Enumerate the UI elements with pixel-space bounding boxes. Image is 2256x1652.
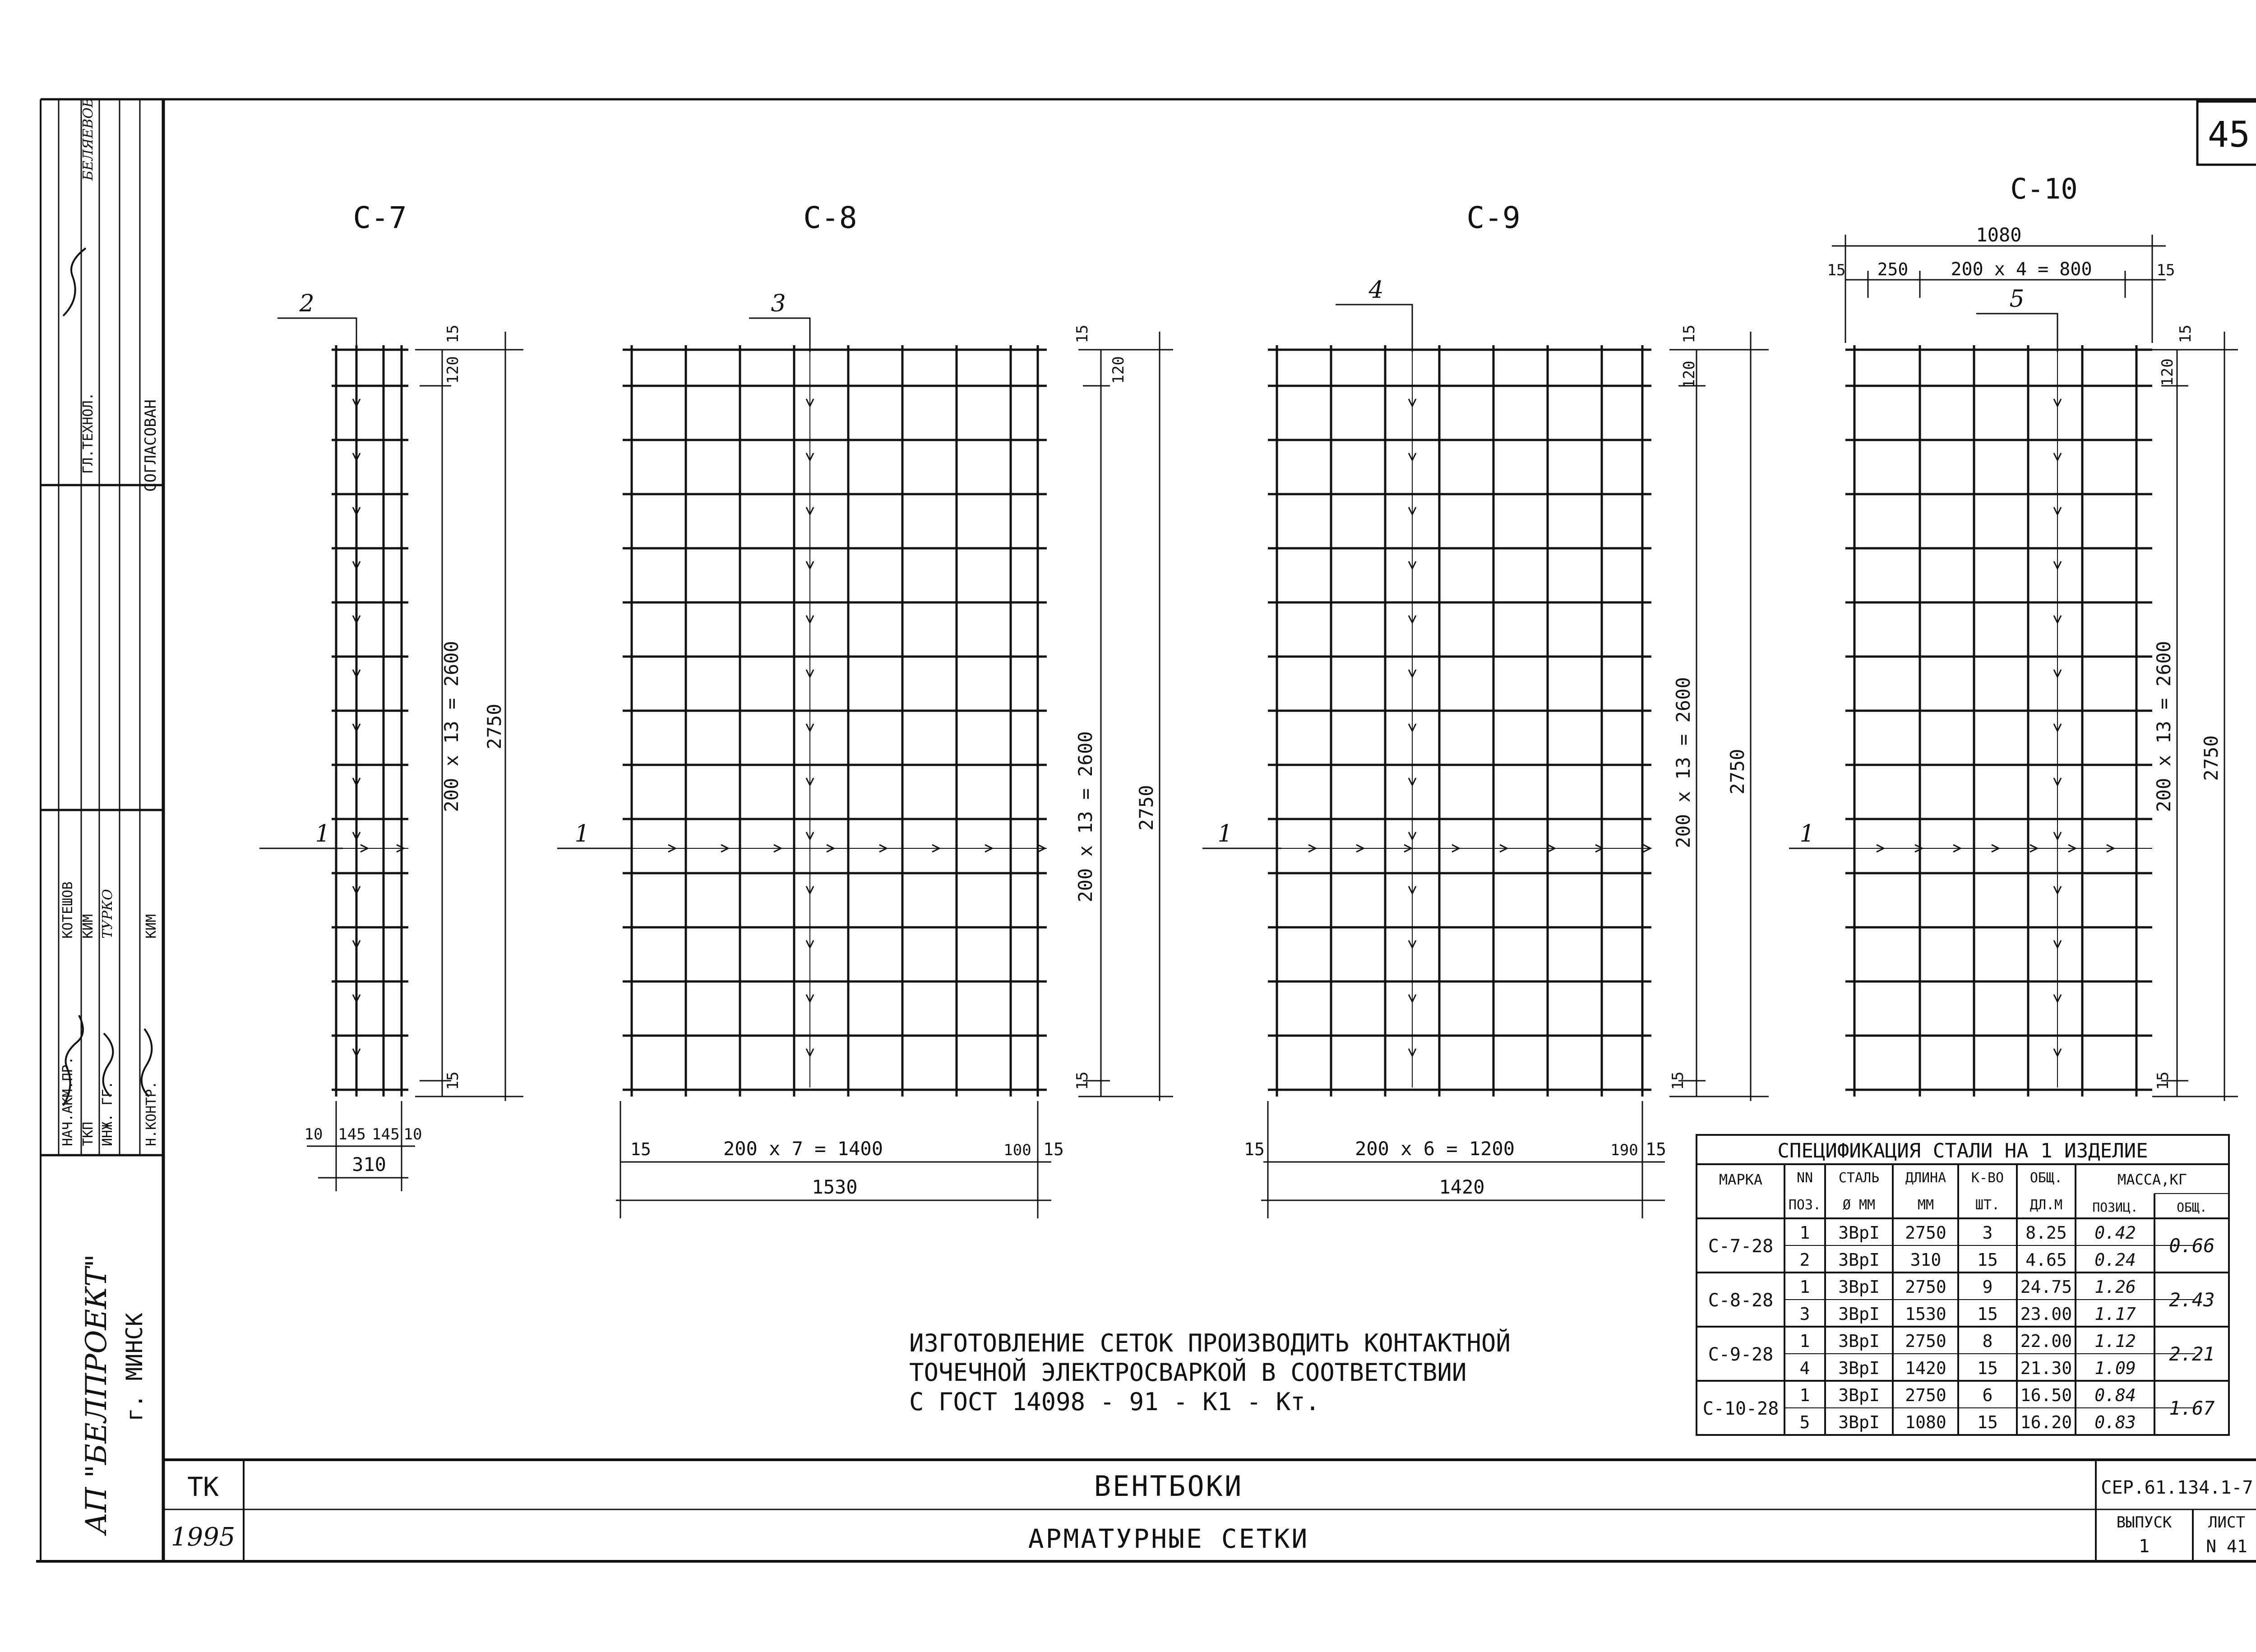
note-line-2: ТОЧЕЧНОЙ ЭЛЕКТРОСВАРКОЙ В СООТВЕТСТВИИ (909, 1358, 1467, 1387)
spec-header-tlen-2: ДЛ.М (2029, 1197, 2063, 1213)
c7-dim-side-span: 200 x 13 = 2600 (440, 641, 462, 812)
stamp-org: АП "БЕЛПРОЕКТ" (80, 1254, 113, 1534)
spec-cell-mass: 1.12 (2094, 1331, 2136, 1351)
spec-cell-mass: 1.26 (2094, 1277, 2136, 1297)
c10-dim-overall: 2750 (2200, 735, 2222, 781)
c8-dim-total: 1530 (812, 1176, 858, 1198)
spec-header-qty-1: К-ВО (1971, 1170, 2004, 1186)
spec-cell-length: 2750 (1905, 1223, 1946, 1243)
spec-mark-С-9-28: С-9-28 (1708, 1344, 1774, 1365)
spec-cell-mass: 1.09 (2094, 1358, 2136, 1378)
pos-label-c8-horizontal: 1 (574, 820, 590, 847)
stamp-role-5: ГЛ.ТЕХНОЛ. (80, 392, 96, 474)
spec-mark-С-10-28: С-10-28 (1702, 1398, 1779, 1419)
spec-cell-steel: 3ВрI (1838, 1358, 1880, 1378)
c7-dim-side-top: 15 (444, 324, 462, 343)
spec-cell-pos: 3 (1799, 1304, 1810, 1324)
stamp-name-3: ТУРКО (100, 889, 116, 939)
mesh-title-c7: С-7 (353, 200, 407, 235)
spec-mark-С-7-28: С-7-28 (1708, 1236, 1774, 1257)
pos-label-c10-vertical: 5 (2009, 286, 2025, 313)
c10-dim-right: 15 (2156, 261, 2175, 279)
c7-dim-145-a: 145 (338, 1125, 366, 1143)
spec-mass-total: 2.21 (2169, 1343, 2215, 1365)
c9-dim-side-bot: 15 (1669, 1071, 1687, 1090)
spec-cell-tlen: 16.20 (2020, 1412, 2072, 1432)
sheet-number: 45 (2208, 115, 2250, 155)
pos-label-c7-vertical: 2 (299, 290, 314, 317)
spec-cell-pos: 2 (1799, 1250, 1810, 1270)
spec-cell-length: 2750 (1905, 1277, 1946, 1297)
pos-label-c9-horizontal: 1 (1217, 820, 1233, 847)
spec-cell-length: 1420 (1905, 1358, 1946, 1378)
mesh-title-c10: С-10 (2010, 172, 2078, 205)
spec-cell-steel: 3ВрI (1838, 1250, 1880, 1270)
c9-dim-span: 200 x 6 = 1200 (1355, 1138, 1515, 1160)
spec-cell-mass: 0.84 (2094, 1385, 2136, 1405)
spec-header-pos-2: ПОЗ. (1788, 1197, 1821, 1213)
c10-dim-side-bot: 15 (2154, 1071, 2172, 1090)
c9-dim-side-top: 15 (1680, 324, 1698, 343)
c10-dim-side-top: 15 (2177, 324, 2195, 343)
c9-dim-overall: 2750 (1726, 749, 1748, 795)
spec-cell-tlen: 21.30 (2020, 1358, 2072, 1378)
c10-dim-left: 15 (1827, 261, 1846, 279)
pos-label-c7-horizontal: 1 (315, 820, 330, 847)
spec-cell-tlen: 8.25 (2025, 1223, 2067, 1243)
spec-cell-length: 2750 (1905, 1331, 1946, 1351)
c9-dim-total: 1420 (1439, 1176, 1485, 1198)
spec-cell-qty: 15 (1977, 1412, 1998, 1432)
tb-year: 1995 (171, 1522, 236, 1552)
spec-cell-mass: 1.17 (2094, 1304, 2136, 1324)
mesh-title-c8: С-8 (803, 200, 857, 235)
tb-sheet-label: ЛИСТ (2208, 1513, 2245, 1532)
c10-dim-side-120: 120 (2159, 358, 2177, 386)
spec-cell-steel: 3ВрI (1838, 1385, 1880, 1405)
pos-label-c9-vertical: 4 (1368, 277, 1384, 304)
spec-header-mass-pos: ПОЗИЦ. (2092, 1200, 2138, 1215)
spec-cell-tlen: 23.00 (2020, 1304, 2072, 1324)
c7-dim-side-bot: 15 (444, 1071, 462, 1090)
spec-cell-qty: 15 (1977, 1250, 1998, 1270)
spec-header-steel-2: Ø ММ (1842, 1197, 1876, 1213)
c9-dim-side-span: 200 x 13 = 2600 (1672, 677, 1694, 848)
tb-subtitle: АРМАТУРНЫЕ СЕТКИ (1028, 1523, 1309, 1554)
spec-cell-steel: 3ВрI (1838, 1304, 1880, 1324)
c8-dim-side-top: 15 (1073, 324, 1091, 343)
c10-dim-side-span: 200 x 13 = 2600 (2153, 641, 2175, 812)
spec-cell-mass: 0.24 (2094, 1250, 2136, 1270)
spec-cell-pos: 5 (1799, 1412, 1810, 1432)
stamp-name-2: КИМ (80, 914, 96, 939)
spec-cell-pos: 1 (1799, 1223, 1810, 1243)
c8-dim-overall: 2750 (1135, 785, 1157, 831)
spec-cell-qty: 6 (1982, 1385, 1993, 1405)
c8-dim-side-bot: 15 (1073, 1071, 1091, 1090)
stamp-role-1: НАЧ.АКМ.ПР. (60, 1056, 76, 1146)
spec-header-mass-total: ОБЩ. (2177, 1200, 2207, 1215)
spec-cell-qty: 3 (1982, 1223, 1993, 1243)
c10-dim-a: 250 (1877, 259, 1909, 279)
spec-cell-tlen: 16.50 (2020, 1385, 2072, 1405)
spec-header-mass: МАССА,КГ (2117, 1171, 2187, 1188)
spec-cell-length: 1530 (1905, 1304, 1946, 1324)
c8-dim-span: 200 x 7 = 1400 (723, 1138, 883, 1160)
note-line-1: ИЗГОТОВЛЕНИЕ СЕТОК ПРОИЗВОДИТЬ КОНТАКТНОЙ (909, 1329, 1511, 1357)
spec-cell-pos: 1 (1799, 1331, 1810, 1351)
spec-cell-qty: 9 (1982, 1277, 1993, 1297)
c7-dim-145-b: 145 (372, 1125, 400, 1143)
stamp-role-2: ТКП (80, 1121, 96, 1146)
spec-cell-tlen: 24.75 (2020, 1277, 2072, 1297)
c7-dim-overall: 2750 (483, 703, 505, 750)
spec-header-mark: МАРКА (1719, 1171, 1763, 1188)
c9-dim-right-b: 15 (1646, 1139, 1666, 1159)
tb-series: СЕР.61.134.1-7 (2101, 1477, 2253, 1498)
c7-dim-side-120: 120 (444, 356, 462, 384)
c8-dim-side-span: 200 x 13 = 2600 (1074, 731, 1096, 902)
spec-cell-tlen: 22.00 (2020, 1331, 2072, 1351)
spec-header-pos-1: NN (1796, 1170, 1813, 1186)
tb-sheet: N 41 (2206, 1536, 2247, 1556)
spec-header-steel-1: СТАЛЬ (1838, 1170, 1880, 1186)
spec-title: СПЕЦИФИКАЦИЯ СТАЛИ НА 1 ИЗДЕЛИЕ (1777, 1139, 2148, 1162)
spec-header-length-2: ММ (1917, 1197, 1934, 1213)
c8-dim-right-a: 100 (1003, 1141, 1031, 1159)
spec-cell-pos: 4 (1799, 1358, 1810, 1378)
tb-issue-label: ВЫПУСК (2116, 1513, 2172, 1532)
spec-header-tlen-1: ОБЩ. (2029, 1170, 2063, 1186)
spec-mass-total: 1.67 (2169, 1397, 2215, 1419)
c8-dim-left: 15 (630, 1139, 651, 1159)
pos-label-c8-vertical: 3 (771, 290, 786, 317)
spec-cell-pos: 1 (1799, 1277, 1810, 1297)
spec-mark-С-8-28: С-8-28 (1708, 1290, 1774, 1311)
stamp-name-1: КОТЕШОВ (60, 881, 76, 939)
spec-cell-length: 310 (1910, 1250, 1942, 1270)
stamp-role-3: ИНЖ. ГГ. (100, 1081, 116, 1146)
stamp-city: г. МИНСК (121, 1313, 148, 1421)
spec-cell-qty: 15 (1977, 1358, 1998, 1378)
spec-cell-qty: 8 (1982, 1331, 1993, 1351)
c9-dim-side-120: 120 (1680, 361, 1698, 389)
tb-title: ВЕНТБОКИ (1094, 1470, 1244, 1503)
spec-header-length-1: ДЛИНА (1905, 1170, 1946, 1186)
mesh-title-c9: С-9 (1466, 200, 1521, 235)
c7-dim-10-right: 10 (403, 1125, 422, 1143)
spec-cell-mass: 0.83 (2094, 1412, 2136, 1432)
c7-dim-total: 310 (352, 1153, 386, 1175)
spec-cell-steel: 3ВрI (1838, 1331, 1880, 1351)
spec-mass-total: 2.43 (2169, 1289, 2215, 1311)
spec-header-qty-2: ШТ. (1975, 1197, 2000, 1213)
tb-code: ТК (187, 1472, 219, 1502)
c8-dim-side-120: 120 (1110, 356, 1128, 384)
c9-dim-right-a: 190 (1610, 1141, 1638, 1159)
c7-dim-10-left: 10 (304, 1125, 323, 1143)
spec-cell-steel: 3ВрI (1838, 1223, 1880, 1243)
stamp-agreed: СОГЛАСОВАН (142, 399, 160, 492)
spec-cell-tlen: 4.65 (2025, 1250, 2067, 1270)
note-line-3: С ГОСТ 14098 - 91 - К1 - Кт. (909, 1388, 1320, 1416)
stamp-name-4: КИМ (143, 914, 159, 939)
stamp-name-5: БЕЛЯЕВОВ (80, 97, 96, 180)
spec-cell-length: 2750 (1905, 1385, 1946, 1405)
spec-cell-mass: 0.42 (2094, 1223, 2136, 1243)
tb-issue: 1 (2138, 1536, 2150, 1557)
spec-mass-total: 0.66 (2169, 1235, 2215, 1257)
spec-cell-qty: 15 (1977, 1304, 1998, 1324)
c10-dim-span: 200 x 4 = 800 (1951, 259, 2092, 280)
spec-cell-steel: 3ВрI (1838, 1412, 1880, 1432)
spec-cell-steel: 3ВрI (1838, 1277, 1880, 1297)
c8-dim-right-b: 15 (1043, 1139, 1064, 1159)
stamp-role-4: Н.КОНТР. (143, 1081, 159, 1146)
spec-cell-length: 1080 (1905, 1412, 1946, 1432)
spec-cell-pos: 1 (1799, 1385, 1810, 1405)
c10-dim-top-total: 1080 (1976, 224, 2022, 246)
pos-label-c10-horizontal: 1 (1799, 820, 1815, 847)
c9-dim-left: 15 (1244, 1139, 1265, 1159)
